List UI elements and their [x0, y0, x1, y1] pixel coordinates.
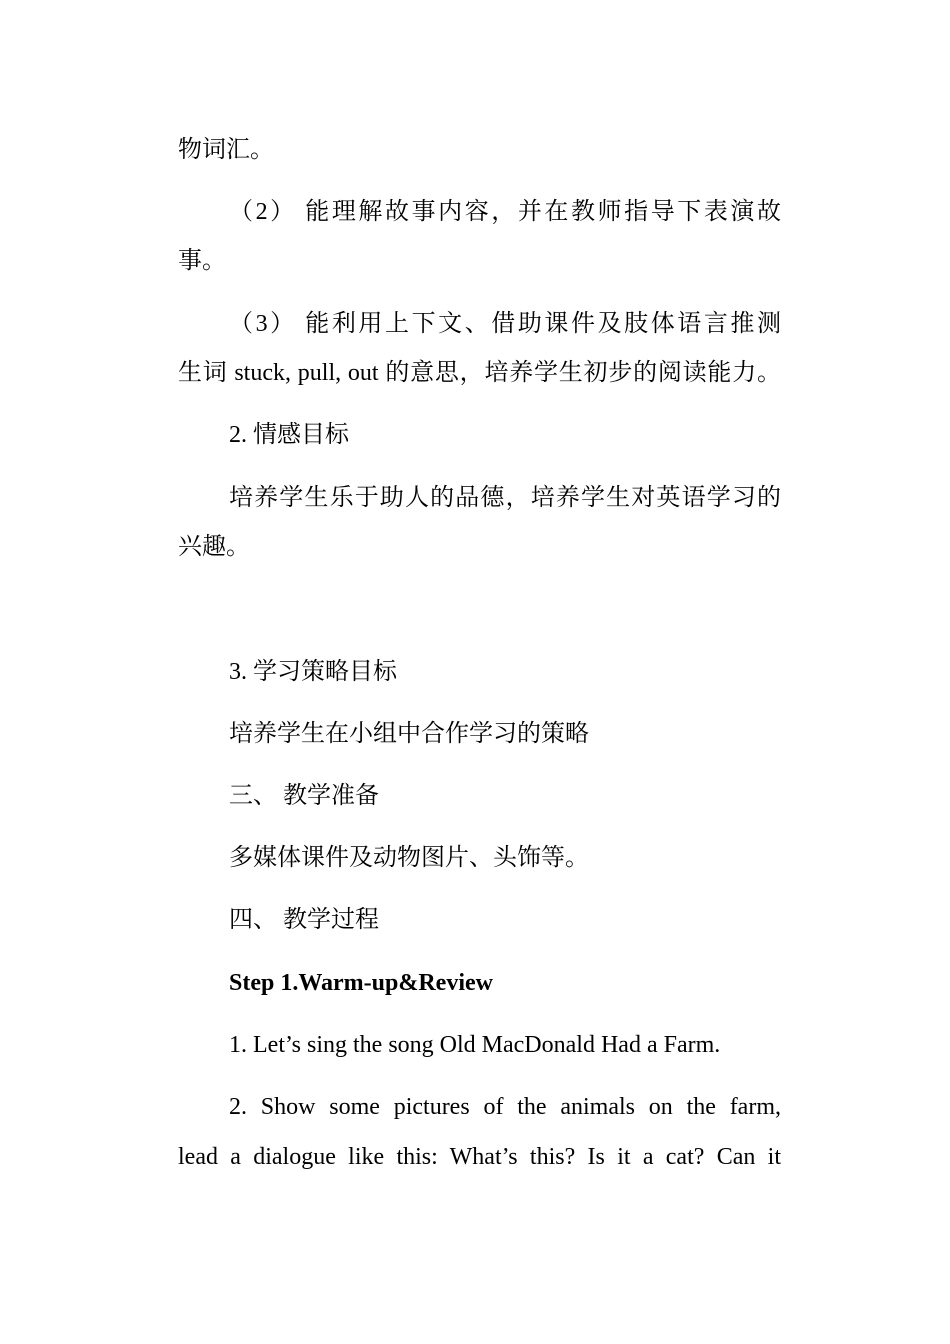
text-line: 生词 stuck, pull, out 的意思，培养学生初步的阅读能力。	[178, 360, 781, 386]
section-heading: 四、 教学过程	[229, 907, 379, 933]
text-line: 事。	[178, 248, 226, 274]
list-item: 2. Show some pictures of the animals on the farm,	[229, 1094, 781, 1120]
section-heading: 3. 学习策略目标	[229, 659, 397, 685]
text-line: （3） 能利用上下文、借助课件及肢体语言推测	[229, 311, 781, 337]
text-line: lead a dialogue like this: What’s this? Is it a cat? Can it	[178, 1144, 781, 1170]
section-heading: 2. 情感目标	[229, 422, 349, 448]
text-line: 兴趣。	[178, 534, 250, 560]
section-heading: 三、 教学准备	[229, 783, 379, 809]
text-line: 培养学生乐于助人的品德，培养学生对英语学习的	[229, 485, 781, 511]
step-heading: Step 1.Warm-up&Review	[229, 970, 493, 996]
text-line: 物词汇。	[178, 137, 274, 163]
text-line: 多媒体课件及动物图片、头饰等。	[229, 845, 589, 871]
text-line: （2） 能理解故事内容，并在教师指导下表演故	[229, 199, 781, 225]
list-item: 1. Let’s sing the song Old MacDonald Had a Farm.	[229, 1032, 721, 1058]
text-line: 培养学生在小组中合作学习的策略	[229, 721, 589, 747]
